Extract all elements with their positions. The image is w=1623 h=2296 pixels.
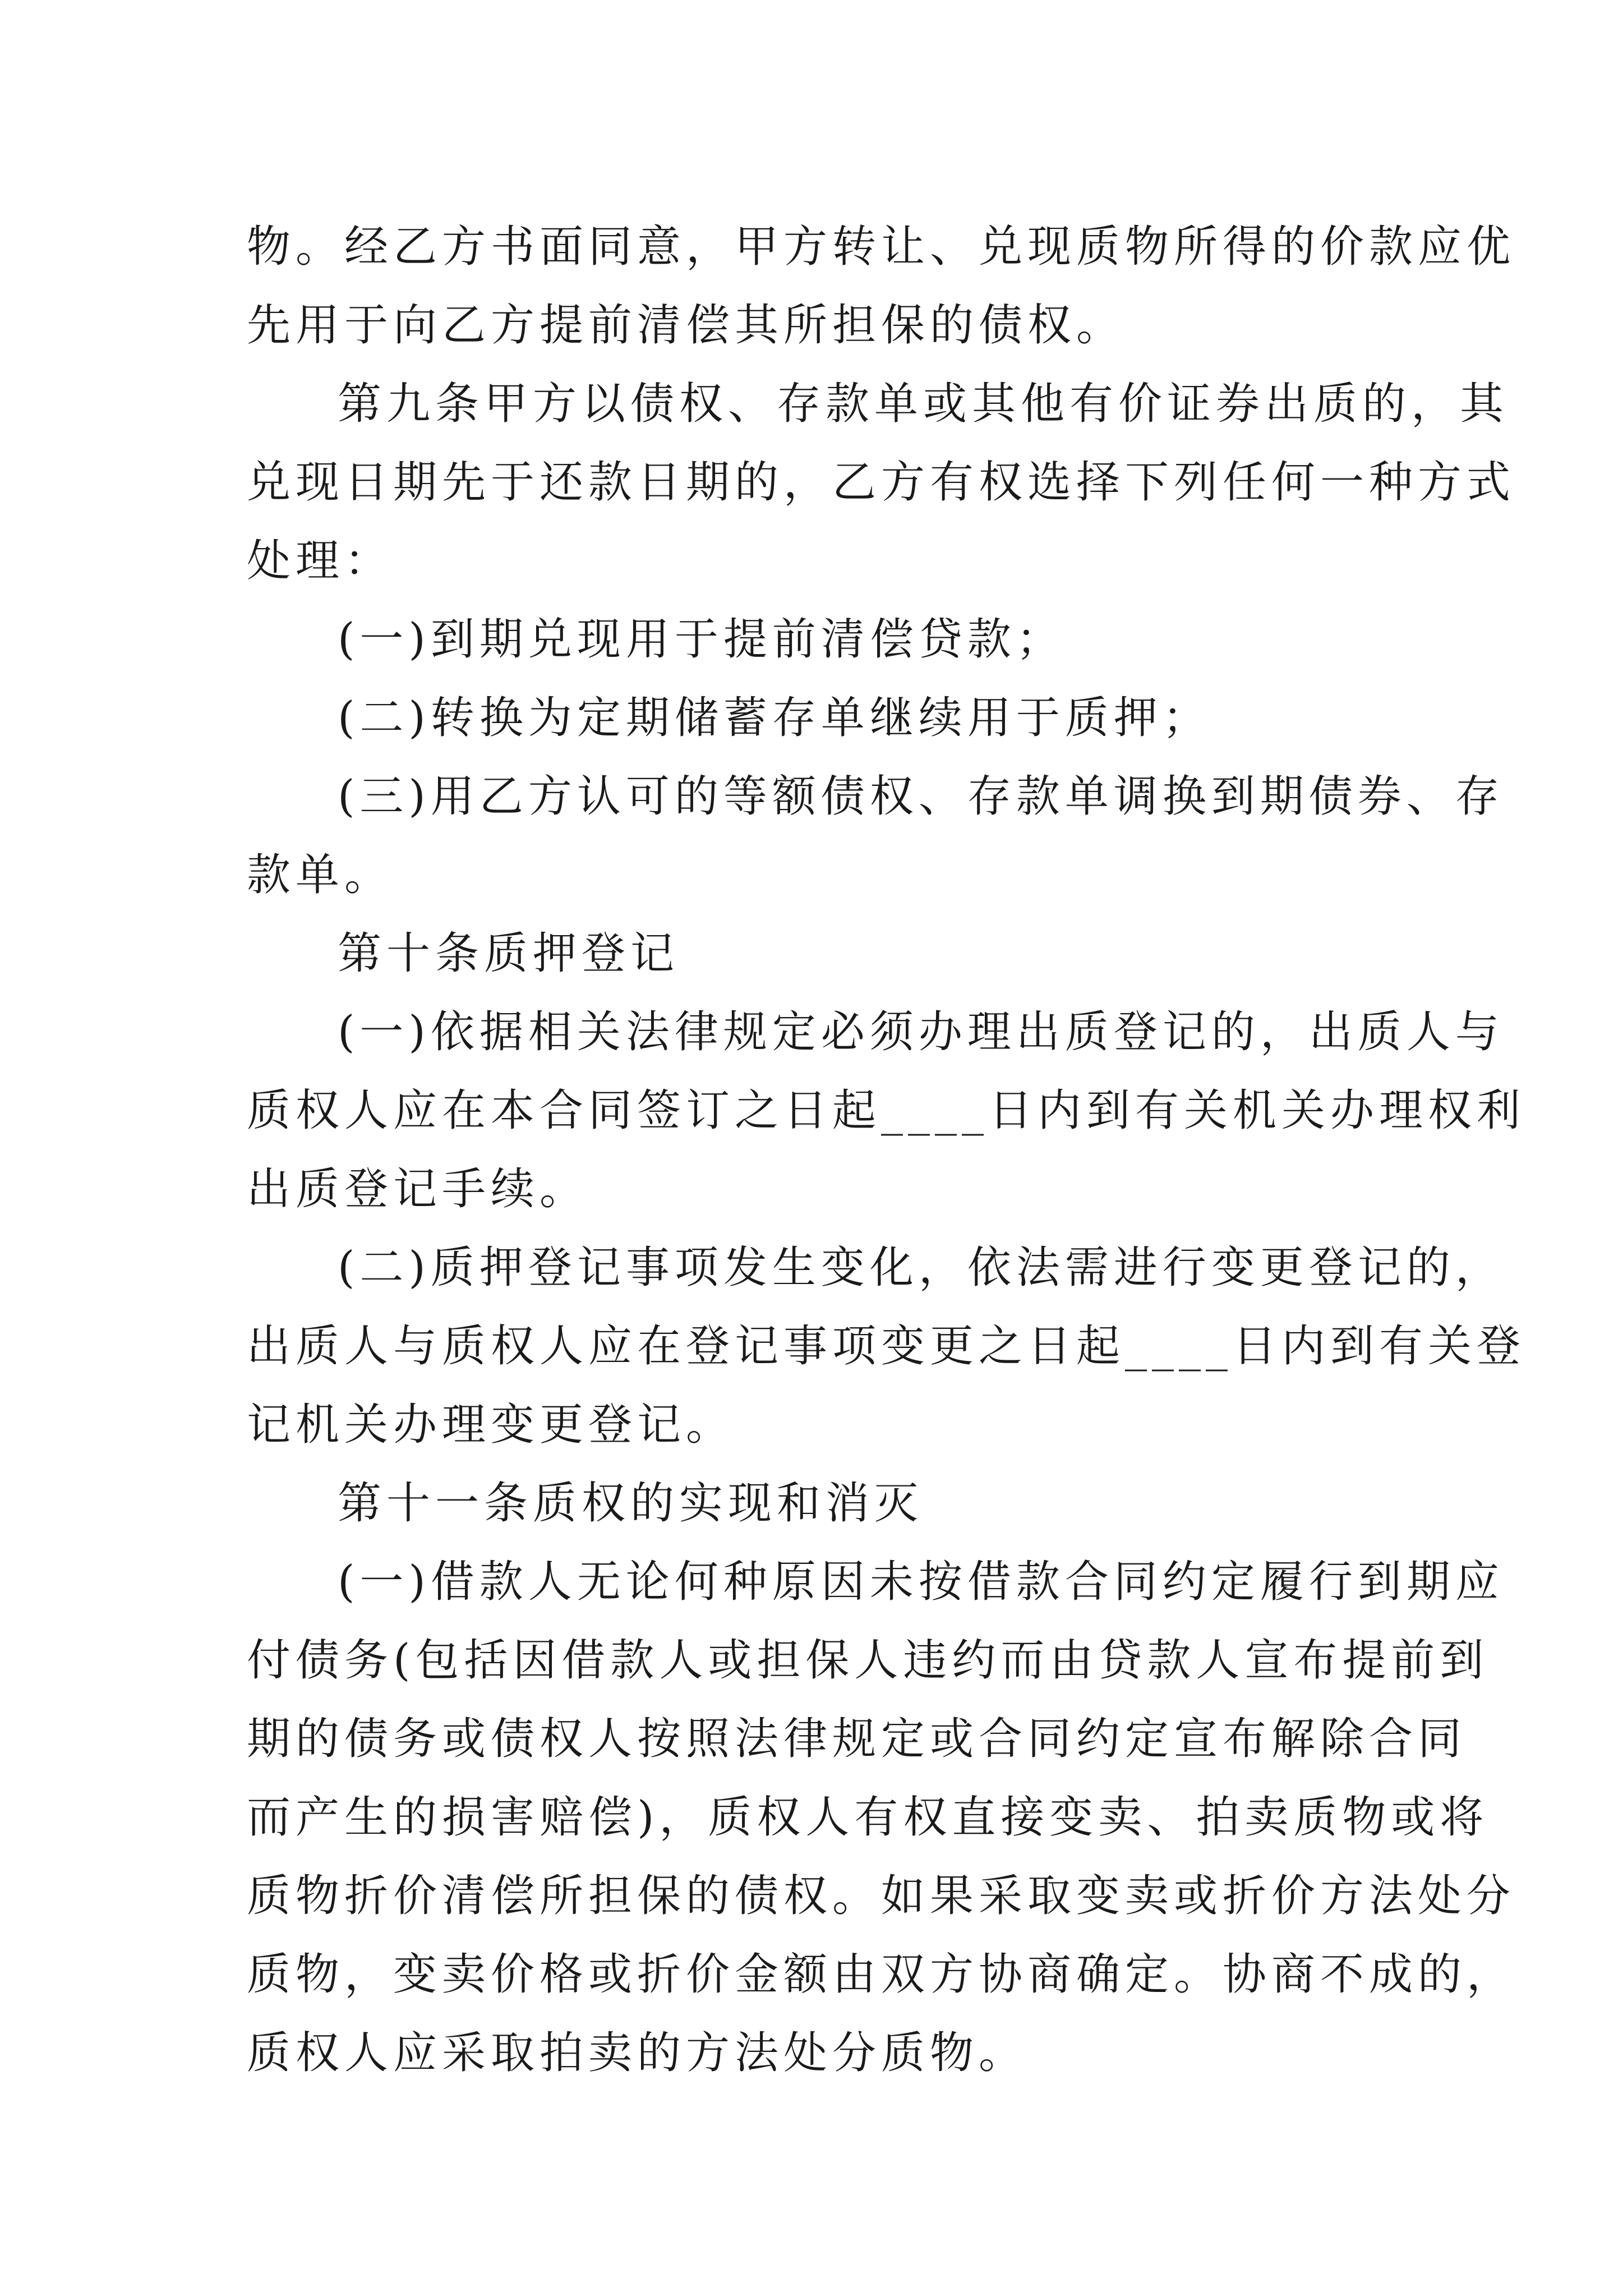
text-line: (二)质押登记事项发生变化，依法需进行变更登记的， bbox=[338, 1243, 1504, 1293]
paragraph-article-11-item-1 bbox=[247, 1543, 1516, 2092]
text-line: 质物，变卖价格或折价金额由双方协商确定。协商不成的， bbox=[247, 1949, 1516, 2000]
text-line: (三)用乙方认可的等额债权、存款单调换到期债券、存 bbox=[338, 771, 1504, 822]
paragraph-article-10-item-1 bbox=[247, 993, 1526, 1228]
text-line: 质权人应采取拍卖的方法处分质物。 bbox=[247, 2028, 1028, 2078]
text-line: 第十条质押登记 bbox=[338, 928, 680, 979]
text-line: 而产生的损害赔偿)，质权人有权直接变卖、拍卖质物或将 bbox=[247, 1792, 1489, 1843]
heading-article-11 bbox=[247, 1464, 1385, 1543]
text-line: (一)依据相关法律规定必须办理出质登记的，出质人与 bbox=[338, 1007, 1504, 1057]
heading-article-10 bbox=[247, 914, 1385, 993]
paragraph-article-9 bbox=[247, 365, 1516, 600]
paragraph-article-8-continuation bbox=[247, 208, 1516, 365]
text-line: 款单。 bbox=[247, 850, 394, 900]
contract-body bbox=[247, 208, 1526, 2092]
text-line: 记机关办理变更登记。 bbox=[247, 1400, 735, 1450]
text-line: 第十一条质权的实现和消灭 bbox=[338, 1478, 924, 1529]
text-line: 出质人与质权人应在登记事项变更之日起____日内到有关登 bbox=[247, 1321, 1526, 1372]
text-line: 质物折价清偿所担保的债权。如果采取变卖或折价方法处分 bbox=[247, 1871, 1516, 1921]
paragraph-article-9-item-2 bbox=[247, 679, 1385, 757]
text-line: (一)到期兑现用于提前清偿贷款； bbox=[338, 614, 1065, 665]
text-line: 物。经乙方书面同意，甲方转让、兑现质物所得的价款应优 bbox=[247, 222, 1516, 272]
text-line: 期的债务或债权人按照法律规定或合同约定宣布解除合同 bbox=[247, 1714, 1467, 1764]
text-line: 处理： bbox=[247, 536, 394, 586]
text-line: (二)转换为定期储蓄存单继续用于质押； bbox=[338, 693, 1211, 743]
text-line: 兑现日期先于还款日期的，乙方有权选择下列任何一种方式 bbox=[247, 457, 1516, 508]
paragraph-article-10-item-2 bbox=[247, 1228, 1526, 1464]
text-line: 先用于向乙方提前清偿其所担保的债权。 bbox=[247, 300, 1126, 351]
text-line: 质权人应在本合同签订之日起____日内到有关机关办理权利 bbox=[247, 1085, 1526, 1136]
text-line: 付债务(包括因借款人或担保人违约而由贷款人宣布提前到 bbox=[247, 1635, 1489, 1686]
paragraph-article-9-item-3 bbox=[247, 757, 1504, 914]
paragraph-article-9-item-1 bbox=[247, 600, 1385, 679]
text-line: 出质登记手续。 bbox=[247, 1164, 589, 1214]
text-line: 第九条甲方以债权、存款单或其他有价证券出质的，其 bbox=[338, 379, 1509, 429]
text-line: (一)借款人无论何种原因未按借款合同约定履行到期应 bbox=[338, 1557, 1504, 1607]
